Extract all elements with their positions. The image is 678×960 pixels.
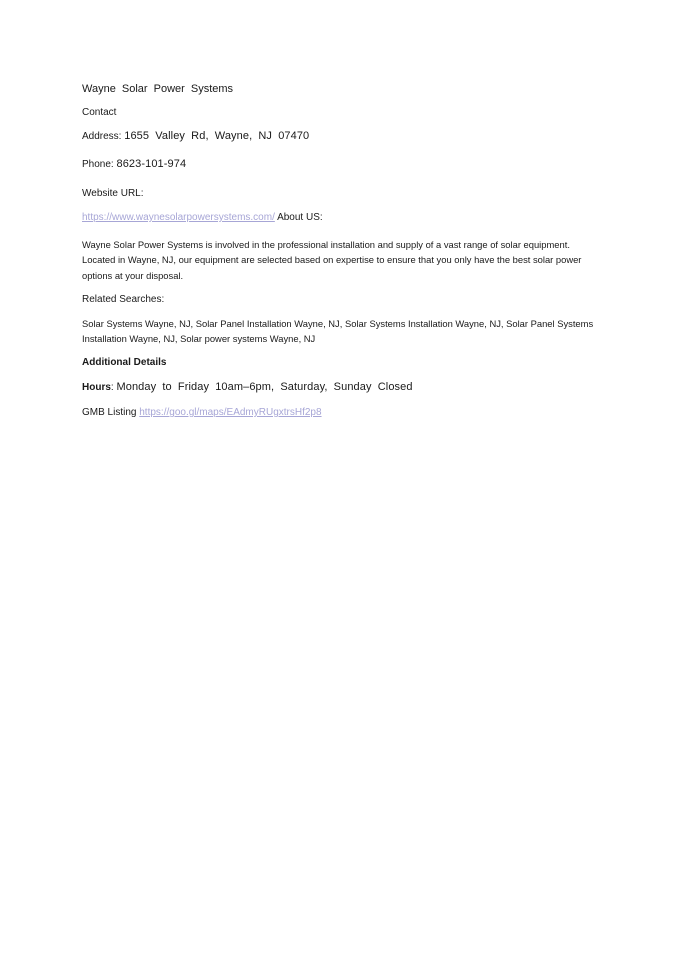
phone-value: 8623-101-974 [116, 158, 187, 170]
website-line [82, 212, 323, 224]
contact-heading: Contact [82, 107, 117, 118]
gmb-label: GMB Listing [82, 407, 137, 418]
about-paragraph: Wayne Solar Power Systems is involved in the professional installation and supply of a vast range of solar equipment. Located in Wayne, NJ, our equipment are selected based on expertise to ensure that you only have the best solar power options at your disposal. [82, 239, 582, 281]
gmb-link[interactable]: https://goo.gl/maps/EAdmyRUgxtrsHf2p8 [139, 407, 322, 418]
address-value: 1655 Valley Rd, Wayne, NJ 07470 [124, 130, 310, 142]
gmb-line [82, 407, 322, 419]
additional-details-heading: Additional Details [82, 357, 167, 368]
website-link[interactable]: https://www.waynesolarpowersystems.com/ [82, 212, 275, 223]
hours-label: Hours [82, 382, 111, 393]
phone-line [82, 158, 186, 171]
company-title: Wayne Solar Power Systems [82, 83, 234, 95]
about-label: About US: [277, 212, 323, 223]
address-label: Address: [82, 131, 122, 142]
hours-value: Monday to Friday 10am–6pm, Saturday, Sunday Closed [116, 381, 413, 393]
related-heading: Related Searches: [82, 294, 165, 305]
phone-label: Phone: [82, 159, 114, 170]
related-paragraph: Solar Systems Wayne, NJ, Solar Panel Installation Wayne, NJ, Solar Systems Installation Wayne, NJ, Solar Panel Systems Installation Wayne, NJ, Solar power systems Wayne, NJ [82, 318, 594, 345]
website-label: Website URL: [82, 188, 144, 199]
hours-line: Hours: Monday to Friday 10am–6pm, Saturday, Sunday Closed [82, 381, 413, 393]
address-line [82, 130, 309, 143]
